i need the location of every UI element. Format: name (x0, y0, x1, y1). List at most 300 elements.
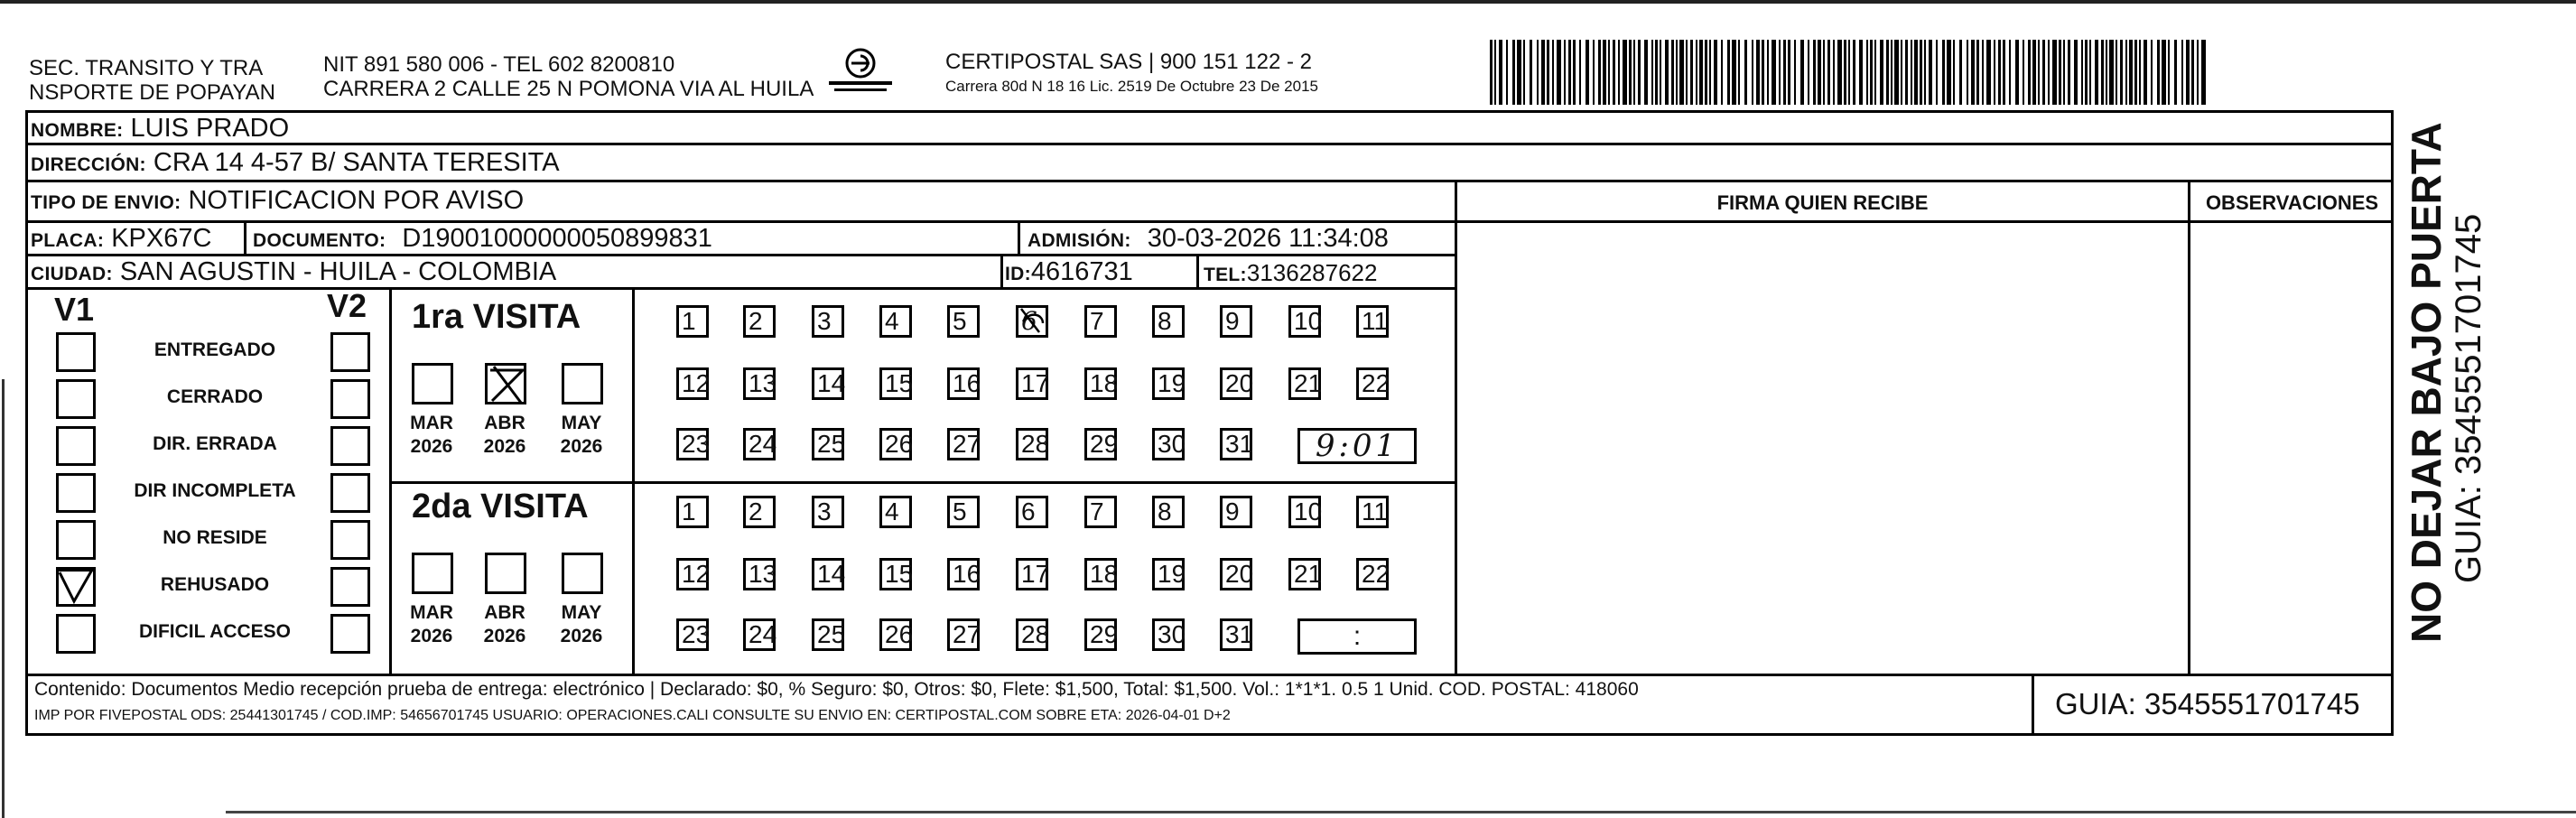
month-label (405, 601, 459, 648)
barcode-bar (1823, 40, 1825, 105)
barcode-bar (1679, 40, 1684, 105)
barcode-bar (1651, 40, 1653, 105)
day-box[interactable] (1016, 367, 1048, 400)
scan-bottom-edge (226, 811, 2576, 813)
barcode-bar (2089, 40, 2091, 105)
side-warning: NO DEJAR BAJO PUERTA (2403, 122, 2450, 643)
day-number: 18 (1090, 560, 1119, 588)
barcode-bar (1794, 40, 1796, 105)
barcode-bar (1953, 40, 1955, 105)
barcode-bar (1537, 40, 1539, 105)
day-box[interactable] (812, 305, 844, 338)
day-number: 29 (1090, 620, 1119, 648)
month-checkbox[interactable] (562, 553, 603, 594)
day-number: 16 (953, 560, 981, 588)
day-number: 8 (1158, 307, 1172, 335)
month-checkbox[interactable] (485, 363, 526, 404)
day-box[interactable] (743, 618, 776, 651)
v1-checkbox[interactable] (56, 473, 96, 513)
day-box[interactable] (1288, 496, 1321, 528)
barcode-bar (1818, 40, 1821, 105)
day-box[interactable] (1356, 558, 1389, 590)
day-box[interactable] (676, 305, 709, 338)
barcode-bar (2015, 40, 2019, 105)
day-number: 25 (817, 620, 846, 648)
barcode-bar (1633, 40, 1635, 105)
day-number: 2 (749, 307, 763, 335)
day-box[interactable] (947, 428, 980, 460)
month-label (554, 601, 609, 648)
day-box[interactable] (1084, 558, 1117, 590)
day-box[interactable] (1152, 618, 1185, 651)
barcode-bar (2003, 40, 2005, 105)
v2-checkbox[interactable] (330, 473, 370, 513)
placa-row (31, 224, 211, 256)
scan-left-edge (2, 379, 5, 818)
day-box[interactable] (1084, 496, 1117, 528)
barcode-bar (2038, 40, 2040, 105)
day-number: 12 (682, 369, 711, 397)
barcode-bar (1608, 40, 1610, 105)
day-box[interactable] (1220, 496, 1252, 528)
barcode-bar (2201, 40, 2206, 105)
barcode-bar (2125, 40, 2127, 105)
day-box[interactable] (1220, 558, 1252, 590)
vline-footer-guia (2032, 674, 2034, 736)
day-box[interactable] (1356, 496, 1389, 528)
barcode-bar (1512, 40, 1515, 105)
barcode-bar (2042, 40, 2045, 105)
footer-guia: GUIA: 3545551701745 (2055, 687, 2360, 720)
barcode-bar (1686, 40, 1688, 105)
v2-checkbox[interactable] (330, 332, 370, 372)
barcode-bar (1690, 40, 1693, 105)
day-number: 4 (885, 307, 899, 335)
vline-tel (1196, 254, 1199, 287)
barcode-bar (2157, 40, 2160, 105)
status-label: ENTREGADO (153, 339, 276, 360)
barcode-bar (1827, 40, 1830, 105)
ciudad-row (31, 257, 556, 289)
placa-value: KPX67C (111, 224, 212, 253)
barcode-bar (1767, 40, 1769, 105)
month-year: 2026 (410, 436, 453, 457)
day-number: 16 (953, 369, 981, 397)
v2-checkbox[interactable] (330, 426, 370, 466)
day-box[interactable] (812, 496, 844, 528)
barcode-bar (2139, 40, 2141, 105)
month-year: 2026 (560, 626, 603, 646)
day-box[interactable] (879, 558, 912, 590)
ciudad-value: SAN AGUSTIN - HUILA - COLOMBIA (119, 257, 557, 286)
barcode-bar (1859, 40, 1863, 105)
day-mark-icon (1016, 305, 1048, 338)
day-number: 14 (817, 560, 846, 588)
vline-visit-days (632, 287, 635, 674)
barcode-bar (1738, 40, 1740, 105)
v1-checkbox[interactable] (56, 379, 96, 419)
barcode-bar (2032, 40, 2036, 105)
day-number: 19 (1158, 369, 1186, 397)
admision-row (1028, 224, 1389, 256)
admision-label: ADMISIÓN: (1028, 230, 1131, 251)
barcode-bar (2168, 40, 2170, 105)
v1-checkbox[interactable] (56, 614, 96, 654)
day-box[interactable] (743, 305, 776, 338)
day-box[interactable] (1016, 305, 1048, 338)
day-number: 26 (885, 620, 914, 648)
day-box[interactable] (812, 428, 844, 460)
barcode-bar (2191, 40, 2194, 105)
barcode-bar (1499, 40, 1502, 105)
side-guia: GUIA: 3545551701745 (2449, 213, 2488, 583)
time-box[interactable] (1297, 618, 1417, 655)
day-number: 1 (682, 307, 696, 335)
visit2-title: 2da VISITA (412, 488, 589, 525)
month-year: 2026 (410, 626, 453, 646)
tel-value: 3136287622 (1246, 259, 1378, 286)
barcode-bar (2048, 40, 2050, 105)
barcode-bar (2197, 40, 2199, 105)
day-number: 8 (1158, 497, 1172, 525)
documento-label: DOCUMENTO: (253, 230, 386, 251)
month-label (478, 412, 532, 459)
barcode-bar (1629, 40, 1632, 105)
nombre-value: LUIS PRADO (130, 114, 290, 143)
day-box[interactable] (879, 496, 912, 528)
day-number: 28 (1021, 430, 1050, 458)
time-box[interactable] (1297, 428, 1417, 464)
status-label: DIR. ERRADA (153, 433, 277, 454)
day-box[interactable] (676, 618, 709, 651)
day-box[interactable] (1016, 496, 1048, 528)
barcode-bar (1705, 40, 1707, 105)
barcode-bar (1911, 40, 1912, 105)
sender-name (29, 56, 275, 105)
barcode-bar (1665, 40, 1669, 105)
day-box[interactable] (1152, 428, 1185, 460)
v1-checkbox[interactable] (56, 520, 96, 560)
day-box[interactable] (812, 558, 844, 590)
day-number: 30 (1158, 620, 1186, 648)
day-number: 3 (817, 497, 832, 525)
day-box[interactable] (743, 496, 776, 528)
barcode-bar (2106, 40, 2107, 105)
day-box[interactable] (1288, 367, 1321, 400)
day-number: 9 (1225, 307, 1240, 335)
day-box[interactable] (812, 367, 844, 400)
month-checkbox[interactable] (562, 363, 603, 404)
day-number: 18 (1090, 369, 1119, 397)
v1-checkbox[interactable] (56, 426, 96, 466)
day-box[interactable] (879, 428, 912, 460)
barcode-bar (1644, 40, 1648, 105)
day-number: 22 (1362, 369, 1390, 397)
day-box[interactable] (743, 558, 776, 590)
day-box[interactable] (1152, 367, 1185, 400)
day-number: 4 (885, 497, 899, 525)
month-name: MAR (410, 413, 453, 433)
line-tipo (25, 220, 2394, 223)
day-number: 6 (1021, 497, 1036, 525)
barcode-bar (2186, 40, 2190, 105)
month-checkbox[interactable] (412, 363, 453, 404)
vline-admision (1018, 220, 1020, 254)
direccion-value: CRA 14 4-57 B/ SANTA TERESITA (153, 148, 560, 177)
day-box[interactable] (1016, 618, 1048, 651)
barcode-bar (1541, 40, 1545, 105)
footer-contents: Contenido: Documentos Medio recepción prueba de entrega: electrónico | Declarado: $0, % Seguro: $0, Otros: $0, Flete: $1,500, Total: $1,500. Vol.: 1*1*1. 0.5 1 Unid. COD. POSTAL: 418060 (34, 679, 1639, 700)
month-name: ABR (484, 413, 525, 433)
barcode-bar (2074, 40, 2078, 105)
sender-contact (323, 52, 814, 101)
documento-value: D19001000000050899831 (402, 224, 712, 253)
day-number: 31 (1225, 620, 1254, 648)
day-box[interactable] (1016, 558, 1048, 590)
barcode-bar (1564, 40, 1566, 105)
barcode-bar (2023, 40, 2024, 105)
barcode-bar (1714, 40, 1717, 105)
day-number: 27 (953, 430, 981, 458)
day-box[interactable] (1152, 558, 1185, 590)
id-label: ID: (1005, 264, 1031, 284)
month-name: MAY (561, 602, 602, 623)
barcode-bar (1676, 40, 1678, 105)
day-box[interactable] (879, 305, 912, 338)
barcode-bar (1976, 40, 1979, 105)
barcode-bar (1598, 40, 1601, 105)
day-box[interactable] (1220, 305, 1252, 338)
barcode-bar (1660, 40, 1661, 105)
certipostal-logo-icon (822, 47, 899, 99)
documento-row (253, 224, 712, 256)
v2-checkbox[interactable] (330, 520, 370, 560)
day-box[interactable] (743, 367, 776, 400)
day-box[interactable] (676, 496, 709, 528)
barcode-bar (1517, 40, 1521, 105)
sender-line-2: NSPORTE DE POPAYAN (29, 80, 275, 105)
barcode-bar (2085, 40, 2088, 105)
admision-value: 30-03-2026 11:34:08 (1147, 224, 1389, 253)
nombre-label: NOMBRE: (31, 120, 124, 141)
barcode-bar (2009, 40, 2011, 105)
barcode-bar (1603, 40, 1606, 105)
barcode-bar (1886, 40, 1889, 105)
barcode-bar (1870, 40, 1873, 105)
day-number: 3 (817, 307, 832, 335)
day-box[interactable] (1084, 428, 1117, 460)
barcode-bar (1506, 40, 1508, 105)
id-row (1005, 257, 1133, 289)
barcode-bar (2129, 40, 2133, 105)
day-box[interactable] (1220, 618, 1252, 651)
barcode-bar (1568, 40, 1571, 105)
barcode-bar (1613, 40, 1615, 105)
day-number: 23 (682, 620, 711, 648)
barcode-bar (1699, 40, 1703, 105)
day-box[interactable] (1220, 367, 1252, 400)
v1-checkbox[interactable] (56, 332, 96, 372)
barcode-bar (2101, 40, 2104, 105)
day-number: 28 (1021, 620, 1050, 648)
month-checkbox[interactable] (485, 553, 526, 594)
barcode-bar (1813, 40, 1816, 105)
month-label (405, 412, 459, 459)
observaciones-caption: OBSERVACIONES (2205, 191, 2379, 214)
barcode-bar (2174, 40, 2177, 105)
time-value: 9:01 (1315, 428, 1400, 464)
barcode-bar (1971, 40, 1975, 105)
barcode-bar (1732, 40, 1736, 105)
day-number: 9 (1225, 497, 1240, 525)
day-box[interactable] (1356, 305, 1389, 338)
v2-checkbox[interactable] (330, 567, 370, 607)
barcode-bar (1788, 40, 1790, 105)
visit1-title: 1ra VISITA (412, 298, 581, 336)
day-box[interactable] (1084, 618, 1117, 651)
day-number: 5 (953, 497, 967, 525)
day-number: 26 (885, 430, 914, 458)
barcode-bar (1530, 40, 1532, 105)
barcode-bar (2081, 40, 2083, 105)
barcode-bar (1880, 40, 1883, 105)
time-value: : (1353, 621, 1362, 651)
barcode-bar (1808, 40, 1809, 105)
day-box[interactable] (1084, 305, 1117, 338)
status-label: NO RESIDE (163, 527, 267, 548)
day-box[interactable] (1016, 428, 1048, 460)
ciudad-label: CIUDAD: (31, 264, 113, 284)
barcode-bar (1709, 40, 1711, 105)
barcode-bar (1920, 40, 1922, 105)
vline-firma-left (1455, 180, 1457, 674)
line-visit-split (392, 481, 1457, 484)
barcode-bar (1848, 40, 1850, 105)
barcode-bar (2181, 40, 2183, 105)
line-direccion (25, 180, 2394, 182)
barcode-bar (1772, 40, 1776, 105)
barcode-bar (1936, 40, 1938, 105)
day-number: 17 (1021, 560, 1050, 588)
day-box[interactable] (1152, 496, 1185, 528)
barcode-bar (2063, 40, 2065, 105)
barcode-bar (1853, 40, 1855, 105)
day-box[interactable] (1288, 558, 1321, 590)
day-number: 1 (682, 497, 696, 525)
day-box[interactable] (1152, 305, 1185, 338)
check-mark-icon (56, 567, 96, 607)
footer-print-info: IMP POR FIVEPOSTAL ODS: 25441301745 / COD.IMP: 54656701745 USUARIO: OPERACIONES.CALI CONSULTE SU ENVIO EN: CERTIPOSTAL.COM SOBRE ETA: 2026-04-01 D+2 (34, 708, 1231, 723)
day-box[interactable] (1220, 428, 1252, 460)
status-label: DIFICIL ACCESO (138, 621, 291, 642)
v2-checkbox[interactable] (330, 614, 370, 654)
barcode-bar (1874, 40, 1876, 105)
day-box[interactable] (676, 428, 709, 460)
v1-checkbox[interactable] (56, 567, 96, 607)
month-checkbox[interactable] (412, 553, 453, 594)
day-box[interactable] (1084, 367, 1117, 400)
day-number: 29 (1090, 430, 1119, 458)
vline-placa-doc (244, 220, 246, 254)
barcode-bar (1947, 40, 1951, 105)
day-box[interactable] (1288, 305, 1321, 338)
barcode-bar (1783, 40, 1786, 105)
barcode-bar (1833, 40, 1835, 105)
day-number: 2 (749, 497, 763, 525)
barcode-bar (1942, 40, 1945, 105)
day-box[interactable] (879, 367, 912, 400)
day-box[interactable] (1356, 367, 1389, 400)
day-box[interactable] (676, 367, 709, 400)
barcode-bar (1494, 40, 1496, 105)
day-box[interactable] (947, 558, 980, 590)
nit-line: NIT 891 580 006 - TEL 602 8200810 (323, 52, 675, 77)
day-number: 23 (682, 430, 711, 458)
day-number: 14 (817, 369, 846, 397)
vline-status-visit (389, 287, 392, 674)
barcode-bar (1959, 40, 1962, 105)
day-number: 6 (1021, 306, 1037, 336)
address-line: CARRERA 2 CALLE 25 N POMONA VIA AL HUILA (323, 77, 814, 101)
day-number: 20 (1225, 560, 1254, 588)
barcode-bar (1547, 40, 1549, 105)
day-number: 15 (885, 560, 914, 588)
day-number: 7 (1090, 497, 1104, 525)
day-number: 21 (1294, 560, 1323, 588)
month-name: MAY (561, 413, 602, 433)
day-box[interactable] (947, 367, 980, 400)
tipo-label: TIPO DE ENVIO: (31, 192, 181, 213)
day-box[interactable] (743, 428, 776, 460)
v2-checkbox[interactable] (330, 379, 370, 419)
day-box[interactable] (947, 496, 980, 528)
sender-line-1: SEC. TRANSITO Y TRA (29, 56, 264, 80)
day-box[interactable] (676, 558, 709, 590)
day-box[interactable] (812, 618, 844, 651)
day-number: 20 (1225, 369, 1254, 397)
barcode-bar (2052, 40, 2057, 105)
month-name: MAR (410, 602, 453, 623)
day-number: 10 (1294, 307, 1323, 335)
day-box[interactable] (947, 305, 980, 338)
tipo-value: NOTIFICACION POR AVISO (188, 186, 525, 215)
carrier-line-2: Carrera 80d N 18 16 Lic. 2519 De Octubre 23 De 2015 (945, 78, 1318, 95)
day-number: 24 (749, 620, 777, 648)
day-box[interactable] (879, 618, 912, 651)
day-number: 13 (749, 560, 777, 588)
day-number: 19 (1158, 560, 1186, 588)
nombre-row (31, 114, 289, 145)
barcode-bar (1557, 40, 1561, 105)
day-number: 22 (1362, 560, 1390, 588)
tel-row (1204, 258, 1377, 290)
vline-id (1000, 254, 1003, 287)
barcode-bar (1744, 40, 1747, 105)
month-label (478, 601, 532, 648)
barcode-bar (2120, 40, 2123, 105)
month-label (554, 412, 609, 459)
barcode (1490, 40, 2217, 105)
day-box[interactable] (947, 618, 980, 651)
month-year: 2026 (483, 626, 526, 646)
barcode-bar (2028, 40, 2031, 105)
carrier-line-1: CERTIPOSTAL SAS | 900 151 122 - 2 (945, 50, 1312, 74)
barcode-bar (1752, 40, 1753, 105)
day-number: 31 (1225, 430, 1254, 458)
day-number: 25 (817, 430, 846, 458)
barcode-bar (2068, 40, 2070, 105)
tipo-row (31, 186, 524, 218)
